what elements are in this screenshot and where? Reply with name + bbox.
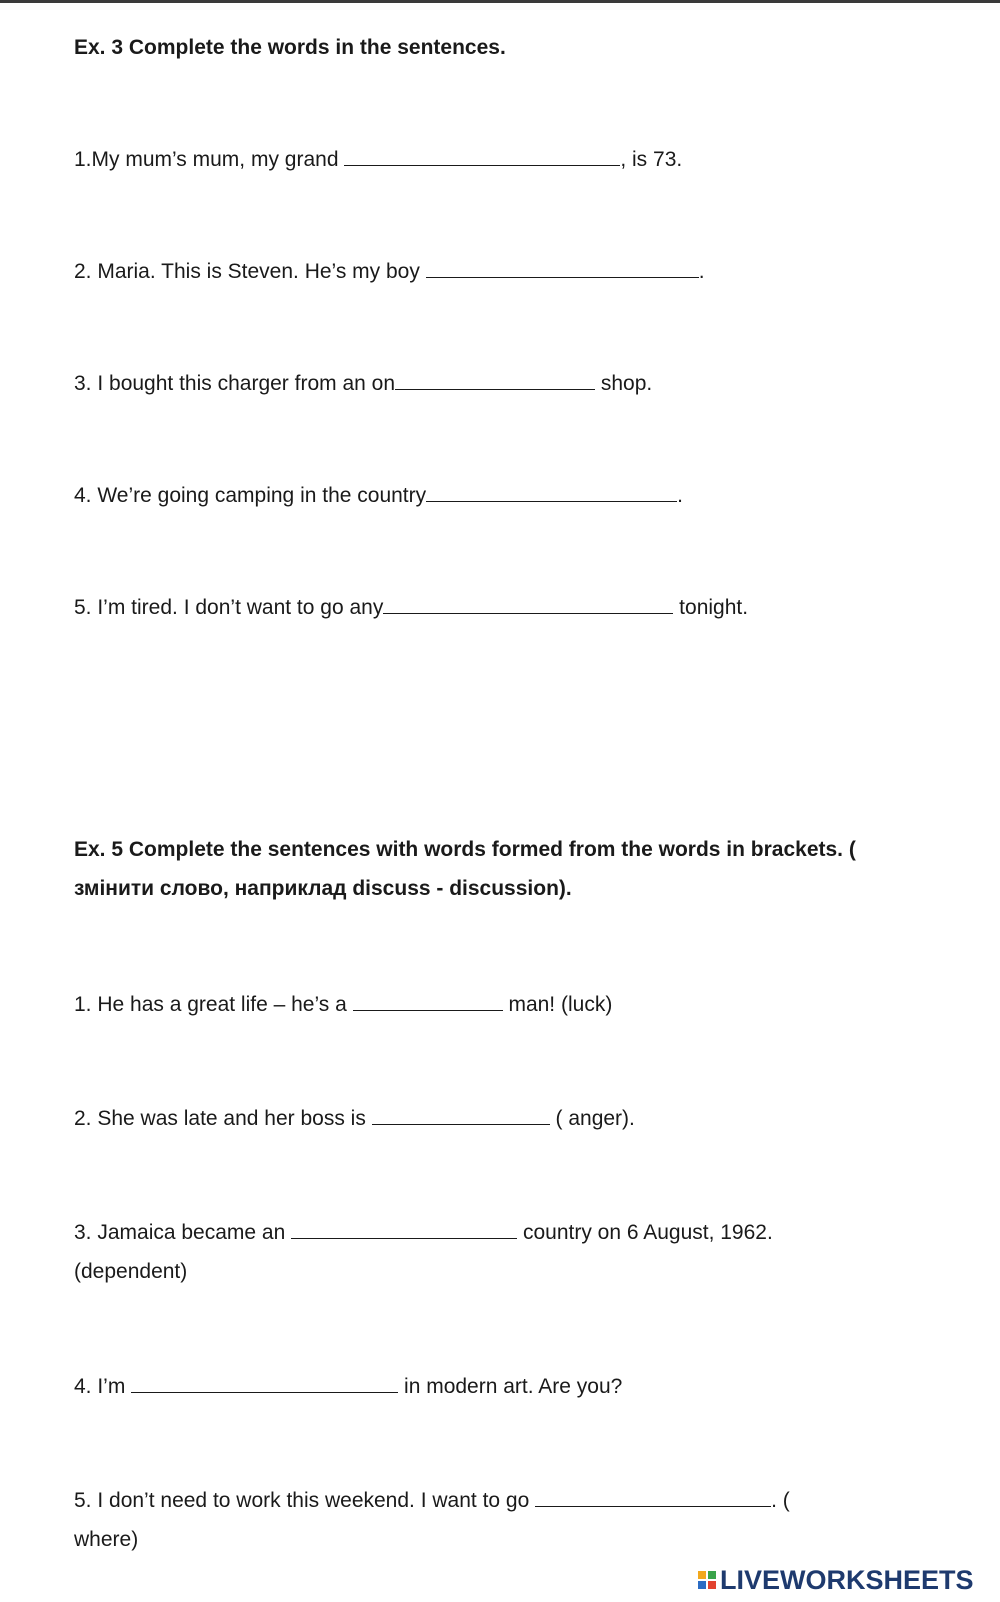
answer-blank[interactable] <box>426 483 677 502</box>
sentence-text-after: tonight. <box>673 596 749 619</box>
sentence-text-before: 2. She was late and her boss is <box>74 1107 372 1130</box>
sentence-text-after: man! (luck) <box>502 993 613 1016</box>
sentence-text-before: 5. I don’t need to work this weekend. I want to go <box>74 1489 536 1512</box>
top-border <box>0 0 1000 3</box>
sentence-text-before: 1. He has a great life – he’s a <box>74 993 353 1016</box>
ex5-sentence-5 <box>74 1487 790 1515</box>
ex5-sentence-4 <box>74 1373 622 1401</box>
answer-blank[interactable] <box>291 1220 517 1239</box>
sentence-text-before: 3. I bought this charger from an on <box>74 372 396 395</box>
ex5-sentence-5-continuation: where) <box>74 1528 139 1551</box>
logo-text: LIVEWORKSHEETS <box>720 1565 974 1595</box>
sentence-text-after: . ( <box>771 1489 790 1512</box>
sentence-text-before: 2. Maria. This is Steven. He’s my boy <box>74 260 426 283</box>
logo-square <box>708 1581 716 1589</box>
exercise-3-title: Ex. 3 Complete the words in the sentences. <box>74 36 506 59</box>
answer-blank[interactable] <box>395 371 595 390</box>
ex5-sentence-3 <box>74 1219 773 1247</box>
sentence-text-after: country on 6 August, 1962. <box>517 1221 773 1244</box>
ex3-sentence-2 <box>74 258 705 286</box>
logo-square <box>698 1571 706 1579</box>
answer-blank[interactable] <box>383 595 673 614</box>
ex5-sentence-1 <box>74 991 612 1019</box>
sentence-text-before: 1.My mum’s mum, my grand <box>74 148 345 171</box>
liveworksheets-logo <box>698 1567 974 1593</box>
sentence-text-after: ( anger). <box>549 1107 635 1130</box>
answer-blank[interactable] <box>353 992 503 1011</box>
answer-blank[interactable] <box>426 259 699 278</box>
logo-square <box>698 1581 706 1589</box>
exercise-5-title-line-2: змінити слово, наприклад discuss - discussion). <box>74 877 572 900</box>
ex3-sentence-5 <box>74 594 748 622</box>
logo-square <box>708 1571 716 1579</box>
answer-blank[interactable] <box>131 1374 398 1393</box>
sentence-text-before: 4. I’m <box>74 1375 132 1398</box>
sentence-text-before: 5. I’m tired. I don’t want to go any <box>74 596 384 619</box>
sentence-text-before: 3. Jamaica became an <box>74 1221 292 1244</box>
sentence-text-before: 4. We’re going camping in the country <box>74 484 427 507</box>
answer-blank[interactable] <box>372 1106 550 1125</box>
exercise-5-title-line-1: Ex. 5 Complete the sentences with words formed from the words in brackets. ( <box>74 838 856 861</box>
ex5-sentence-2 <box>74 1105 635 1133</box>
sentence-text-after: . <box>677 484 683 507</box>
sentence-text-after: in modern art. Are you? <box>398 1375 623 1398</box>
ex3-sentence-3 <box>74 370 652 398</box>
answer-blank[interactable] <box>344 147 620 166</box>
logo-grid-icon <box>698 1571 716 1589</box>
sentence-text-after: , is 73. <box>620 148 683 171</box>
ex5-sentence-3-continuation: (dependent) <box>74 1260 188 1283</box>
answer-blank[interactable] <box>535 1488 771 1507</box>
ex3-sentence-1 <box>74 146 682 174</box>
ex3-sentence-4 <box>74 482 683 510</box>
sentence-text-after: shop. <box>595 372 653 395</box>
sentence-text-after: . <box>698 260 705 283</box>
